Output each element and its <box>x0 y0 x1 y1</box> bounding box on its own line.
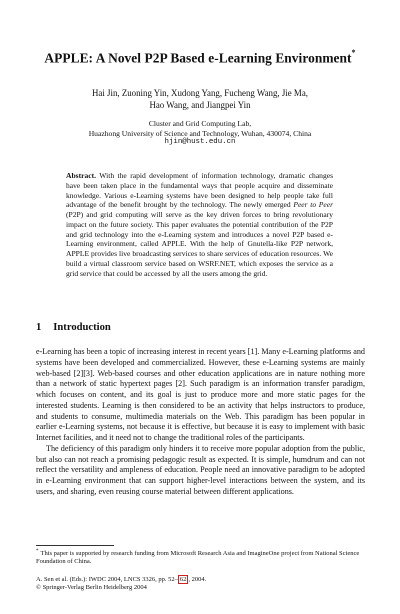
abstract-text-1: With the rapid development of information technology, dramatic changes have been taken place in the fundamental ways that people acquire and disseminate knowledge. Various e-Learning systems have been designed to help people take full advantage of the benefit brought by the technology. The newly emerged <box>66 171 333 210</box>
footnote-rule <box>36 545 114 546</box>
title-text: APPLE: A Novel P2P Based e-Learning Environment <box>44 50 352 66</box>
footnote <box>36 548 365 567</box>
authors-line-1: Hai Jin, Zuoning Yin, Xudong Yang, Fucheng Wang, Jie Ma, <box>92 88 308 98</box>
footnote-mark: * <box>36 549 39 554</box>
abstract-text-2: (P2P) and grid computing will serve as the key driven forces to bring revolutionary impact on the future society. This paper evaluates the potential contribution of the P2P and grid technology into the e-Learning system and introduces a novel P2P based e-Learning environment, called APPLE. With the help of Gnutella-like P2P network, APPLE provides live broadcasting services to share services of education resources. We build a virtual classroom service based on WSRF.NET, which exposes the service as a grid service that could be accessed by all the users among the grid. <box>66 210 333 278</box>
imprint-prefix: A. Sen et al. (Eds.): IWDC 2004, LNCS 3326, pp. 52– <box>36 576 178 583</box>
affiliation-line-2: Huazhong University of Science and Technology, Wuhan, 430074, China <box>88 128 312 138</box>
abstract <box>66 171 333 278</box>
section-title: Introduction <box>53 322 111 333</box>
paragraph: The deficiency of this paradigm only hinders it to receive more popular adoption from the public, but also can not reach a promising pedagogic result as expected. It is simple, humdrum and can not reflect the versatility and ampleness of education. People need an innovative paradigm to be adopted in e-Learning environment that can support higher-level interactions between the system, and its users, and sharing, even reusing course material between different applications. <box>36 443 365 496</box>
author-email: hjin@hust.edu.cn <box>164 138 236 147</box>
footnote-text: This paper is supported by research funding from Microsoft Research Asia and ImagineOne project from National Science Foundation of China. <box>36 550 360 566</box>
page-end-link[interactable]: 62 <box>179 576 187 583</box>
affiliation <box>60 119 340 148</box>
title-footnote-mark: * <box>351 48 356 57</box>
abstract-emphasis: Peer to Peer <box>293 200 334 210</box>
imprint-suffix: , 2004. <box>188 576 207 583</box>
paragraph: e-Learning has been a topic of increasing interest in recent years [1]. Many e-Learning platforms and systems have been developed and commercialized. However, these e-Learning systems are mainly web-based [2][3]. Web-based courses and other education applications are in nature nothing more than a network of static hypertext pages [2]. Such paradigm is an information transfer paradigm, which focuses on content, and its goal is just to produce more and more static pages for the interested students. Learning is then considered to be an activity that helps instructors to produce, and students to consume, multimedia materials on the Web. This paradigm has been popular in earlier e-Learning systems, not because it is effective, but because it is easy to implement with basic Internet facilities, and it need not to change the traditional roles of the participants. <box>36 347 365 442</box>
imprint-citation <box>36 576 365 584</box>
paper-title <box>0 50 400 66</box>
affiliation-line-1: Cluster and Grid Computing Lab, <box>148 119 252 128</box>
section-heading <box>36 322 111 333</box>
authors-line-2: Hao Wang, and Jiangpei Yin <box>149 99 251 110</box>
section-number: 1 <box>36 322 42 333</box>
abstract-label: Abstract. <box>66 171 96 180</box>
body-text <box>36 347 365 498</box>
publication-imprint <box>36 576 365 593</box>
author-list <box>80 88 320 111</box>
imprint-copyright: © Springer-Verlag Berlin Heidelberg 2004 <box>36 584 147 592</box>
